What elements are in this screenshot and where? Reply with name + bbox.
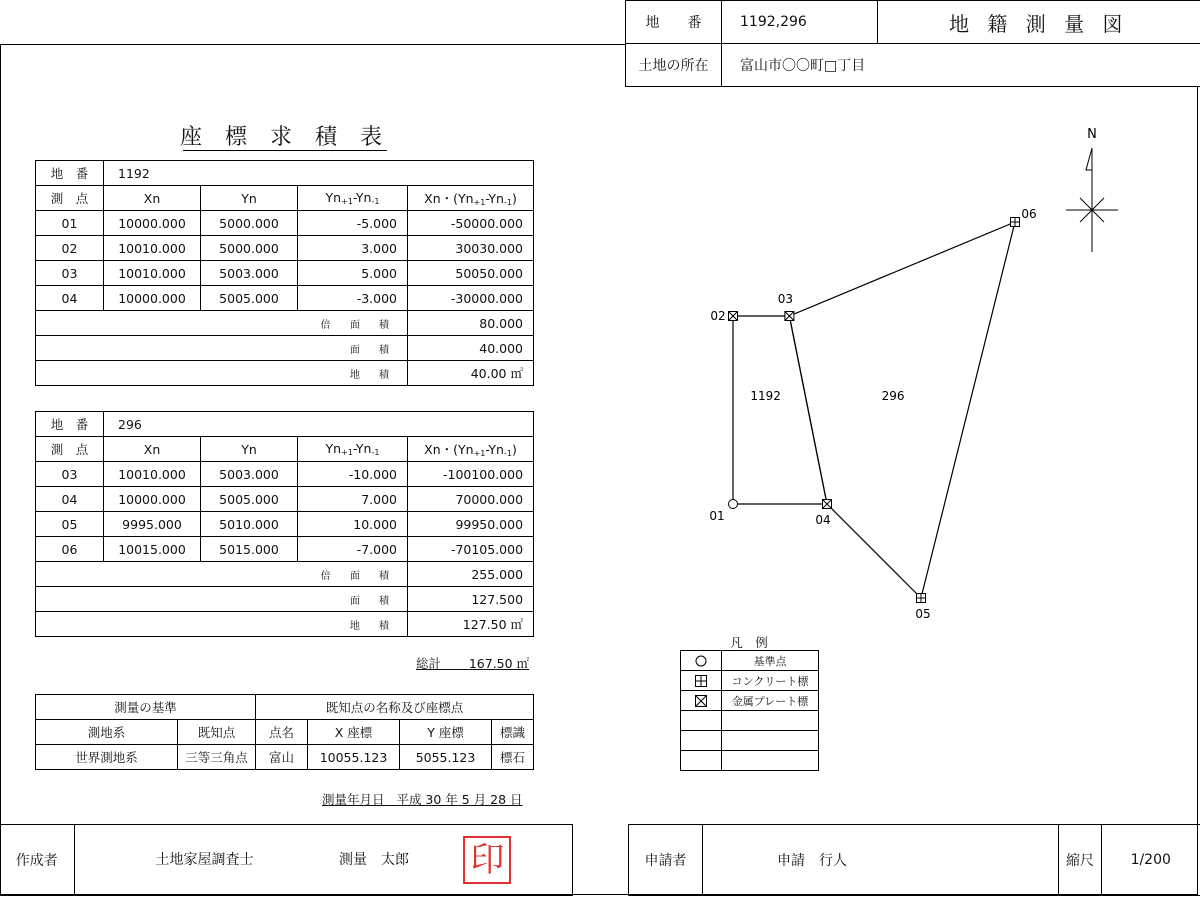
survey-date-label: 測量年月日: [322, 792, 385, 807]
value-x: 10055.123: [308, 745, 400, 770]
col-yn: Yn: [201, 186, 298, 211]
chiban-label: 地 番: [626, 1, 722, 44]
product-cell: -50000.000: [408, 211, 534, 236]
applicant-table: [628, 824, 1200, 896]
point-label: 04: [815, 513, 831, 527]
point-cell: 05: [36, 512, 104, 537]
area-label: 面 積: [36, 336, 408, 361]
location-label: 土地の所在: [626, 44, 722, 87]
drawing-title: 地 籍 測 量 図: [878, 1, 1200, 44]
legend-row: [681, 731, 819, 751]
value-name: 富山: [256, 745, 308, 770]
author-cell: [74, 825, 572, 896]
chiban-value: 1192: [104, 161, 534, 186]
double-area-label: 倍 面 積: [36, 311, 408, 336]
legend-row: [681, 651, 819, 671]
legend-row: [681, 751, 819, 771]
diff-cell: 5.000: [298, 261, 408, 286]
known-points-title: 既知点の名称及び座標点: [256, 695, 534, 720]
col-diff: $Yn_{+1}-Yn_{-1}$: [298, 186, 408, 211]
double-area-label: 倍 面 積: [36, 562, 408, 587]
xn-cell: 10015.000: [104, 537, 201, 562]
yn-cell: 5003.000: [201, 261, 298, 286]
header-name: 点名: [256, 720, 308, 745]
header-x: X 座標: [308, 720, 400, 745]
chiban-value: 296: [104, 412, 534, 437]
legend-label: 金属プレート標: [722, 691, 819, 711]
table-row: [36, 487, 534, 512]
xn-cell: 9995.000: [104, 512, 201, 537]
north-label: N: [1087, 127, 1097, 142]
basis-title: 測量の基準: [36, 695, 256, 720]
area-label: 面 積: [36, 587, 408, 612]
parcel-boundary-296: [789, 222, 1015, 598]
point-cell: 04: [36, 487, 104, 512]
diff-cell: 3.000: [298, 236, 408, 261]
yn-cell: 5015.000: [201, 537, 298, 562]
survey-date: [322, 790, 523, 808]
legend-label: 基準点: [722, 651, 819, 671]
boxed-plus-icon: [681, 671, 722, 691]
product-cell: 50050.000: [408, 261, 534, 286]
table-title: 座 標 求 積 表: [180, 125, 390, 150]
area-value: 40.000: [408, 336, 534, 361]
diff-cell: 7.000: [298, 487, 408, 512]
plan-points: [729, 218, 1020, 603]
value-system: 世界測地系: [36, 745, 178, 770]
value-y: 5055.123: [400, 745, 492, 770]
xn-cell: 10010.000: [104, 462, 201, 487]
chiseki-value: 127.50 ㎡: [408, 612, 534, 637]
applicant-name: 申請 行人: [703, 825, 1059, 896]
product-cell: 30030.000: [408, 236, 534, 261]
yn-cell: 5003.000: [201, 462, 298, 487]
point-cell: 06: [36, 537, 104, 562]
author-table: [0, 824, 573, 896]
value-known: 三等三角点: [178, 745, 256, 770]
scale-label: 縮尺: [1059, 825, 1102, 896]
col-diff: $Yn_{+1}-Yn_{-1}$: [298, 437, 408, 462]
yn-cell: 5000.000: [201, 236, 298, 261]
xn-cell: 10000.000: [104, 487, 201, 512]
seal-stamp: 印: [463, 836, 511, 884]
table-row: [36, 211, 534, 236]
table-row: [36, 537, 534, 562]
product-cell: 70000.000: [408, 487, 534, 512]
table-row: [36, 236, 534, 261]
unit: ㎡: [510, 617, 524, 632]
value-mark: 標石: [492, 745, 534, 770]
table-row: [36, 286, 534, 311]
north-arrow-icon: [1066, 127, 1118, 252]
header-table: [625, 0, 1200, 87]
diff-cell: -7.000: [298, 537, 408, 562]
chiban-value: 1192,296: [722, 1, 878, 44]
header-known: 既知点: [178, 720, 256, 745]
applicant-label: 申請者: [629, 825, 703, 896]
yn-cell: 5005.000: [201, 487, 298, 512]
boxed-x-icon: [681, 691, 722, 711]
survey-basis-table: [35, 694, 534, 770]
col-point: 測 点: [36, 186, 104, 211]
double-area-value: 80.000: [408, 311, 534, 336]
header-mark: 標識: [492, 720, 534, 745]
author-title: 土地家屋調査士: [155, 852, 254, 868]
xn-cell: 10010.000: [104, 236, 201, 261]
circle-icon: [681, 651, 722, 671]
boxed-x-icon: [785, 312, 794, 321]
area-value: 127.500: [408, 587, 534, 612]
product-cell: -30000.000: [408, 286, 534, 311]
parcel-label: 1192: [750, 389, 781, 403]
xn-cell: 10000.000: [104, 211, 201, 236]
product-cell: 99950.000: [408, 512, 534, 537]
parcel-plan: [640, 100, 1180, 630]
double-area-value: 255.000: [408, 562, 534, 587]
boxed-x-icon: [729, 312, 738, 321]
chiseki-label: 地 積: [36, 361, 408, 386]
boxed-plus-icon: [1011, 218, 1020, 227]
point-label: 03: [777, 292, 794, 306]
total-value: 167.50 ㎡: [468, 656, 530, 671]
title-underline: [183, 150, 387, 151]
total-area: [416, 654, 529, 672]
point-label: 06: [1021, 207, 1037, 221]
yn-cell: 5005.000: [201, 286, 298, 311]
point-cell: 02: [36, 236, 104, 261]
parcel-boundary-1192: [733, 316, 827, 504]
total-label: 総計: [416, 656, 442, 671]
col-point: 測 点: [36, 437, 104, 462]
table-row: [36, 512, 534, 537]
parcel-label: 296: [881, 389, 905, 403]
parcel-table: [35, 160, 534, 386]
chiseki-value: 40.00 ㎡: [408, 361, 534, 386]
scale-value: 1/200: [1102, 825, 1200, 896]
col-yn: Yn: [201, 437, 298, 462]
legend-table: [680, 650, 819, 771]
yn-cell: 5000.000: [201, 211, 298, 236]
yn-cell: 5010.000: [201, 512, 298, 537]
point-cell: 04: [36, 286, 104, 311]
header-y: Y 座標: [400, 720, 492, 745]
plan-labels: [709, 207, 1036, 621]
author-name: 測量 太郎: [338, 852, 409, 868]
location-value: 富山市〇〇町□丁目: [722, 44, 1200, 87]
legend-title: 凡 例: [730, 635, 768, 650]
chiban-label: 地 番: [36, 161, 104, 186]
parcel-table: [35, 411, 534, 637]
chiseki-label: 地 積: [36, 612, 408, 637]
col-xn: Xn: [104, 437, 201, 462]
author-label: 作成者: [0, 825, 74, 896]
diff-cell: -3.000: [298, 286, 408, 311]
product-cell: -70105.000: [408, 537, 534, 562]
col-xn: Xn: [104, 186, 201, 211]
boxed-plus-icon: [917, 594, 926, 603]
legend-label: コンクリート標: [722, 671, 819, 691]
point-cell: 03: [36, 462, 104, 487]
diff-cell: 10.000: [298, 512, 408, 537]
legend-row: [681, 691, 819, 711]
table-row: [36, 261, 534, 286]
legend-row: [681, 711, 819, 731]
circle-icon: [729, 500, 738, 509]
xn-cell: 10010.000: [104, 261, 201, 286]
diff-cell: -10.000: [298, 462, 408, 487]
point-label: 02: [710, 309, 726, 323]
chiban-label: 地 番: [36, 412, 104, 437]
col-product: Xn・$(Yn_{+1}-Yn_{-1})$: [408, 437, 534, 462]
survey-date-value: 平成 30 年 5 月 28 日: [396, 792, 523, 807]
plan-boundaries: [733, 222, 1015, 598]
header-system: 測地系: [36, 720, 178, 745]
point-label: 05: [915, 607, 931, 621]
col-product: Xn・$(Yn_{+1}-Yn_{-1})$: [408, 186, 534, 211]
product-cell: -100100.000: [408, 462, 534, 487]
point-cell: 03: [36, 261, 104, 286]
table-row: [36, 462, 534, 487]
boxed-x-icon: [823, 500, 832, 509]
unit: ㎡: [510, 366, 523, 381]
legend-row: [681, 671, 819, 691]
point-cell: 01: [36, 211, 104, 236]
point-label: 01: [709, 509, 725, 523]
xn-cell: 10000.000: [104, 286, 201, 311]
diff-cell: -5.000: [298, 211, 408, 236]
